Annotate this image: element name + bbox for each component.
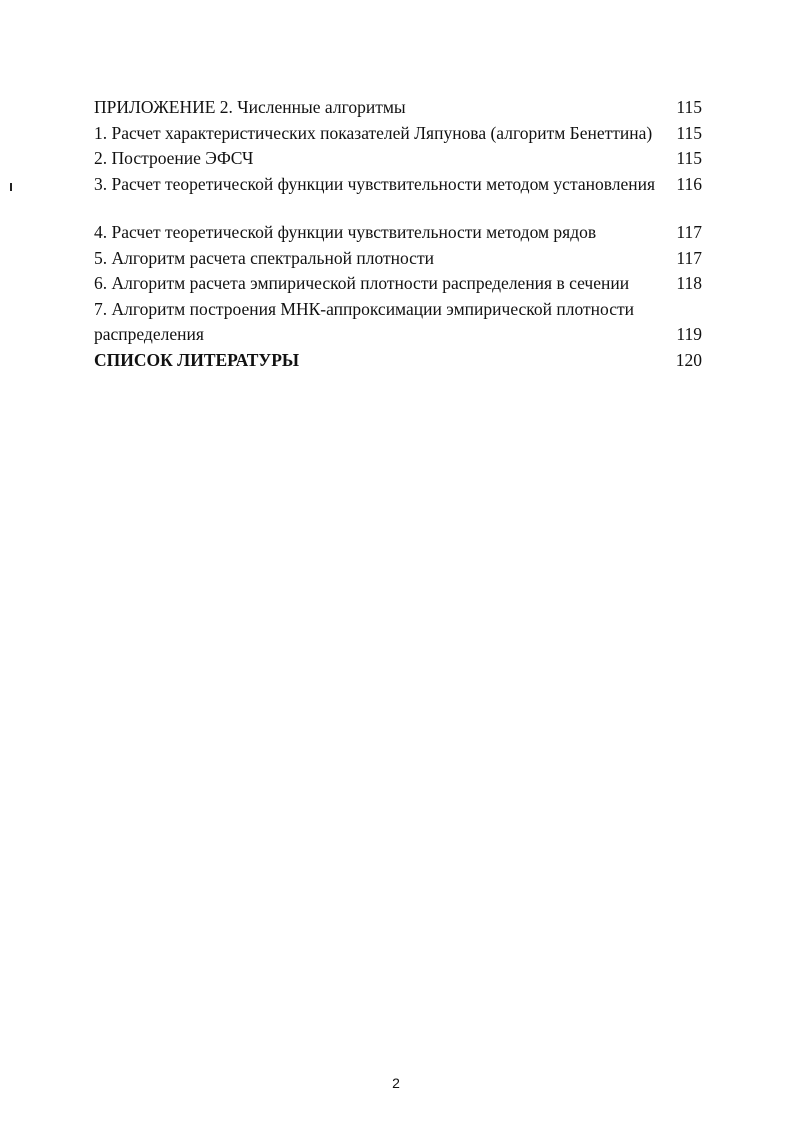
toc-entry-item-6[interactable] xyxy=(94,271,702,297)
toc-entry-item-2[interactable] xyxy=(94,146,702,172)
page-number: 2 xyxy=(392,1075,400,1091)
toc-entry-title: 1. Расчет характеристических показателей Ляпунова (алгоритм Бенеттина) xyxy=(94,122,653,143)
toc-entry-item-3[interactable] xyxy=(94,172,702,198)
scan-artifact-mark xyxy=(10,183,12,191)
section-gap xyxy=(94,197,702,220)
table-of-contents xyxy=(94,95,702,373)
toc-entry-page: 118 xyxy=(676,273,702,293)
toc-entry-item-1[interactable] xyxy=(94,121,702,147)
toc-entry-appendix[interactable] xyxy=(94,95,702,121)
toc-entry-title: 3. Расчет теоретической функции чувствительности методом установления xyxy=(94,173,656,194)
toc-entry-title: 7. Алгоритм построения МНК-аппроксимации эмпирической плотности распределения xyxy=(94,298,634,344)
toc-entry-item-4[interactable] xyxy=(94,220,702,246)
toc-entry-page: 117 xyxy=(676,222,702,242)
toc-entry-item-5[interactable] xyxy=(94,246,702,272)
toc-entry-page: 115 xyxy=(676,122,702,143)
toc-entry-item-7[interactable] xyxy=(94,297,702,348)
toc-entry-page: 119 xyxy=(676,324,702,344)
toc-entry-title: 2. Построение ЭФСЧ xyxy=(94,148,254,168)
toc-entry-bibliography[interactable] xyxy=(94,348,702,374)
toc-entry-title: ПРИЛОЖЕНИЕ 2. Численные алгоритмы xyxy=(94,97,406,117)
toc-entry-page: 115 xyxy=(676,97,702,117)
toc-entry-title: 6. Алгоритм расчета эмпирической плотности распределения в сечении xyxy=(94,273,630,293)
toc-entry-page: 115 xyxy=(676,148,702,168)
toc-entry-title: 4. Расчет теоретической функции чувствительности методом рядов xyxy=(94,222,597,242)
toc-entry-page: 120 xyxy=(675,349,702,370)
toc-entry-page: 117 xyxy=(676,247,702,268)
toc-entry-title: СПИСОК ЛИТЕРАТУРЫ xyxy=(94,349,300,370)
toc-entry-page: 116 xyxy=(676,173,702,194)
toc-entry-title: 5. Алгоритм расчета спектральной плотности xyxy=(94,247,434,268)
